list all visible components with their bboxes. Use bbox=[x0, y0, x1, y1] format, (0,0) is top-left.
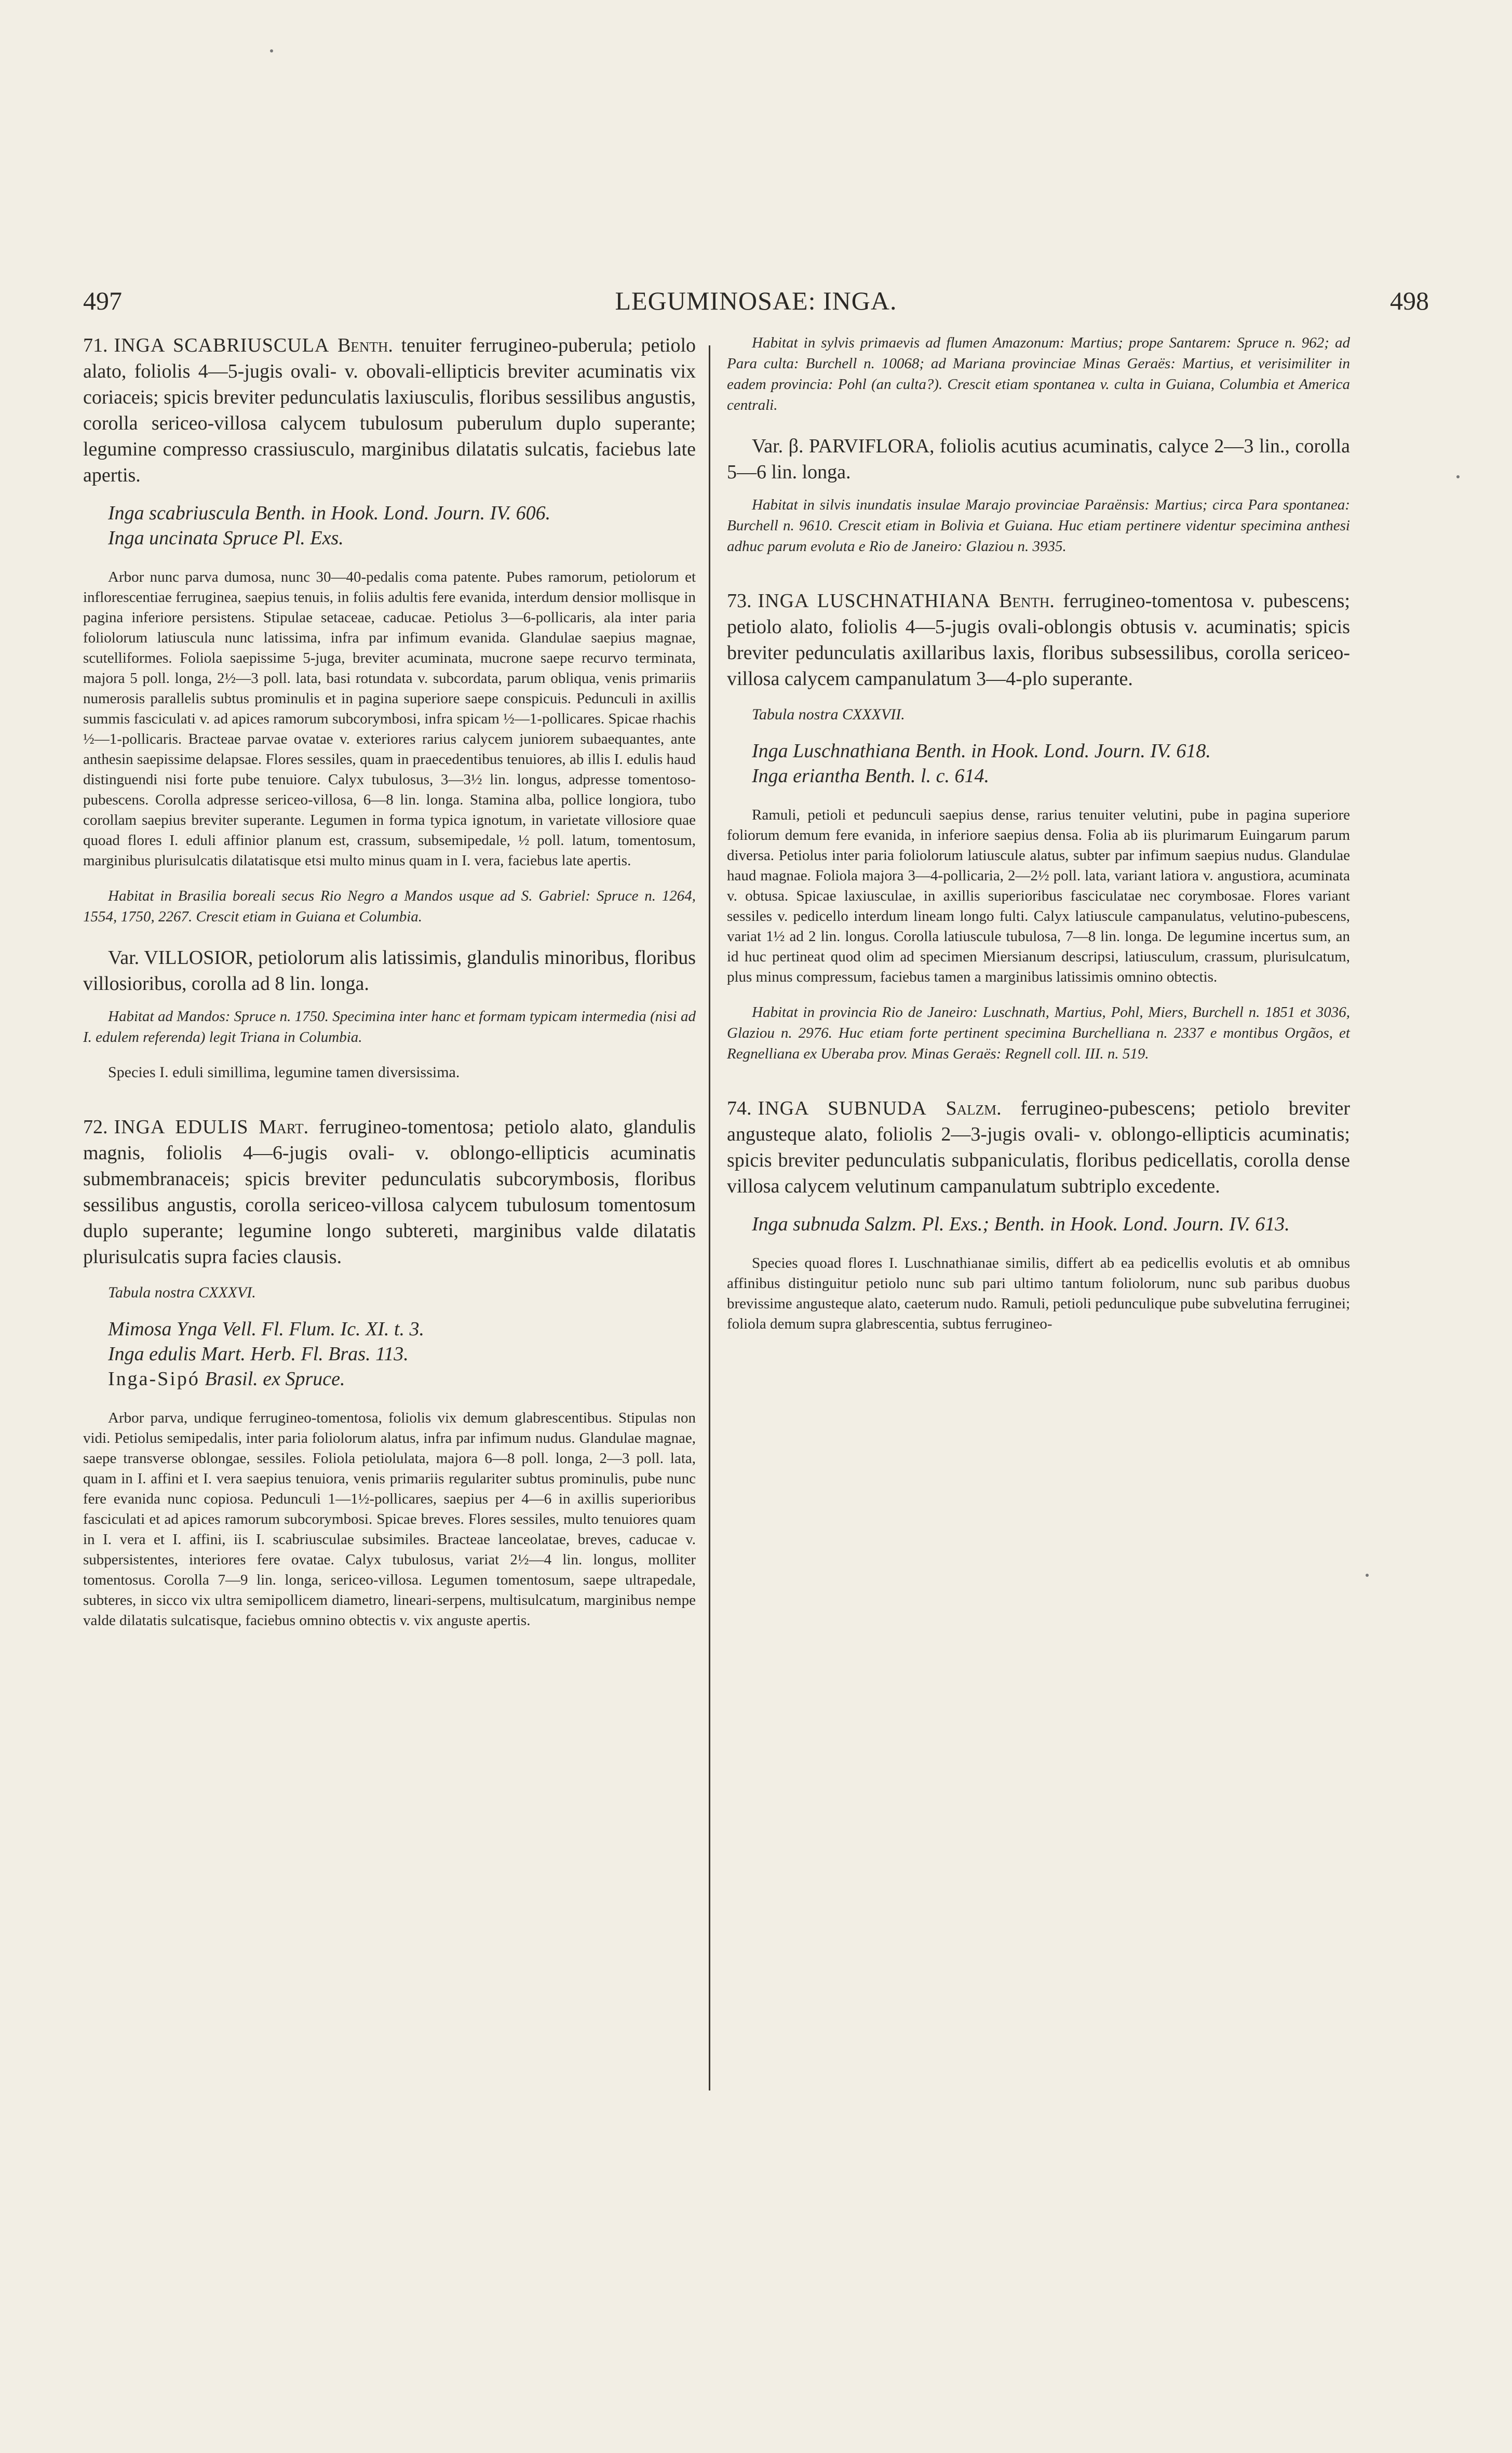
species-72-variety-habitat: Habitat in silvis inundatis insulae Marajo provinciae Paraënsis: Martius; circa Para spontanea: Burchell n. 9610. Crescit etiam in Bolivia et Guiana. Huc etiam pertinere videntur specimina anthesi adhuc parum evoluta e Rio de Janeiro: Glaziou n. 3935. bbox=[727, 497, 1350, 555]
species-number: 73. bbox=[727, 590, 752, 612]
vernacular-name bbox=[108, 1366, 696, 1391]
species-author: Benth. bbox=[999, 590, 1055, 612]
species-71-synonyms bbox=[108, 501, 696, 551]
diagnosis-text: ferrugineo-pubescens; petiolo breviter angusteque alato, foliolis 2—3-jugis ovali- v. oblongo-ellipticis acuminatis; spicis breviter pedunculatis subpaniculatis, floribus pedicellatis, corolla dense villosa calycem velutinum campanulatum subtriplo excedente. bbox=[727, 1097, 1351, 1197]
synonym: Inga edulis Mart. Herb. Fl. Bras. 113. bbox=[108, 1343, 409, 1365]
species-71-description: Arbor nunc parva dumosa, nunc 30—40-pedalis coma patente. Pubes ramorum, petiolorum et inflorescentiae ferruginea, saepius tenuis, in foliis adultis fere evanida, interdum densior mollisque in pagina inferiore persistens. Stipulae setaceae, caducae. Petiolus 3—6-pollicaris, ala inter paria foliolorum latiuscula nunc latissima, infra par infimum evanida. Glandulae saepius magnae, scutelliformes. Foliola saepissime 5-juga, breviter acuminata, mucrone saepe recurvo terminata, majora 5 poll. longa, 2½—3 poll. lata, basi rotundata v. subcordata, parum obliqua, venis primariis numerosis parallelis subtus prominulis et in pagina superiore saepe conspicuis. Pedunculi in axillis summis fasciculati v. ad apices ramorum subcorymbosi, infra spicam ½—1-pollicares. Spicae rhachis ½—1-pollicaris. Bracteae parvae ovatae v. exteriores rarius calycem juniorem subaequantes, ante anthesin saepissime delapsae. Flores sessiles, quam in praecedentibus tenuiores, ab illis I. edulis haud distinguendi nisi forte pube tenuiore. Calyx tubulosus, 3—3½ lin. longus, adpresse tomentoso-pubescens. Corolla adpresse sericeo-villosa, 6—8 lin. longa. Stamina alba, pollice longiora, tubo corollam saepius breviter superante. Legumen in forma typica ignotum, in varietate villosiore quae quoad flores I. eduli affinior planum est, crassum, subsemipedale, ½ poll. latum, tomentosum, marginibus plurisulcatis dilatatisque etsi multo minus quam in I. vera, faciebus late apertis. bbox=[83, 569, 696, 869]
page-number-right: 498 bbox=[1390, 286, 1429, 315]
species-71-variety-habitat: Habitat ad Mandos: Spruce n. 1750. Specimina inter hanc et formam typicam intermedia (nisi ad I. edulem referenda) legit Triana in Columbia. bbox=[83, 1008, 696, 1045]
species-author: Salzm. bbox=[946, 1097, 1002, 1119]
diagnosis-text: ferrugineo-tomentosa; petiolo alato, glandulis magnis, foliolis 4—6-jugis ovali- v. oblongo-ellipticis acuminatis submembranaceis; spicis breviter pedunculatis subcorymbosis, floribus sessilibus angustis, corolla sericeo-villosa calycem tubulosum tomentosum duplo superante; legumine longo subtereti, marginibus valde dilatatis plurisulcatis supra facies clausis. bbox=[83, 1116, 696, 1268]
paper-speck bbox=[1456, 475, 1460, 478]
species-74-diagnosis bbox=[727, 1095, 1350, 1199]
species-73-plate: Tabula nostra CXXXVII. bbox=[752, 706, 905, 723]
diagnosis-text: ferrugineo-tomentosa v. pubescens; petiolo alato, foliolis 4—5-jugis ovali-oblongis obtusis v. acuminatis; spicis breviter pedunculatis axillaribus laxis, floribus subsessilibus, corolla sericeo-villosa calycem campanulatum 3—4-plo superante. bbox=[727, 590, 1350, 690]
right-column bbox=[727, 332, 1350, 1349]
species-number: 74. bbox=[727, 1097, 752, 1119]
species-71-variety: Var. VILLOSIOR, petiolorum alis latissimis, glandulis minoribus, floribus villosioribus, corolla ad 8 lin. longa. bbox=[83, 947, 696, 995]
running-header bbox=[83, 280, 1429, 327]
vernacular-source: Brasil. ex Spruce. bbox=[205, 1368, 345, 1390]
species-72-synonyms bbox=[108, 1317, 696, 1391]
left-column bbox=[83, 332, 696, 1645]
species-74-description: Species quoad flores I. Luschnathianae similis, differt ab ea pedicellis evolutis et ab omnibus affinibus distinguitur petiolo nunc sub pari ultimo tantum foliolorum, nunc sub paribus duobus brevissime angusteque alato, caeterum nudo. Ramuli, petioli pedunculique pube subvelutina ferruginei; foliola demum supra glabrescentia, subtus ferrugineo- bbox=[727, 1255, 1350, 1332]
vernacular-term: Inga-Sipó bbox=[108, 1368, 200, 1390]
species-73-synonyms bbox=[752, 739, 1350, 788]
species-number: 72. bbox=[83, 1116, 108, 1138]
species-73-habitat: Habitat in provincia Rio de Janeiro: Luschnath, Martius, Pohl, Miers, Burchell n. 1851 et 3036, Glaziou n. 2976. Huc etiam forte pertinent specimina Burchelliana n. 2337 e montibus Orgãos, et Regnelliana ex Uberaba prov. Minas Geraës: Regnell coll. III. n. 519. bbox=[727, 1004, 1350, 1062]
species-name: INGA LUSCHNATHIANA bbox=[758, 590, 991, 612]
synonym: Inga eriantha Benth. l. c. 614. bbox=[752, 765, 989, 787]
synonym: Inga subnuda Salzm. Pl. Exs.; Benth. in Hook. Lond. Journ. IV. 613. bbox=[752, 1213, 1290, 1235]
page-number-left: 497 bbox=[83, 286, 122, 315]
synonym: Inga uncinata Spruce Pl. Exs. bbox=[108, 527, 344, 549]
diagnosis-text: tenuiter ferrugineo-puberula; petiolo alato, foliolis 4—5-jugis ovali- v. obovali-ellipticis breviter acuminatis vix coriaceis; spicis breviter pedunculatis laxiusculis, floribus sessilibus angustis, corolla sericeo-villosa calycem tubulosum puberulum duplo superante; legumine compresso crassiusculo, marginibus dilatatis sulcatis, faciebus late apertis. bbox=[83, 334, 696, 486]
synonym: Inga scabriuscula Benth. in Hook. Lond. Journ. IV. 606. bbox=[108, 502, 551, 524]
species-72-variety: Var. β. PARVIFLORA, foliolis acutius acuminatis, calyce 2—3 lin., corolla 5—6 lin. longa. bbox=[727, 435, 1350, 483]
synonym: Inga Luschnathiana Benth. in Hook. Lond. Journ. IV. 618. bbox=[752, 740, 1211, 762]
species-72-plate: Tabula nostra CXXXVI. bbox=[108, 1284, 256, 1301]
running-title: LEGUMINOSAE: INGA. bbox=[615, 286, 897, 315]
paper-speck bbox=[270, 49, 273, 52]
species-71-habitat: Habitat in Brasilia boreali secus Rio Negro a Mandos usque ad S. Gabriel: Spruce n. 1264, 1554, 1750, 2267. Crescit etiam in Guiana et Columbia. bbox=[83, 888, 696, 925]
species-name: INGA SUBNUDA bbox=[758, 1097, 927, 1119]
species-name: INGA SCABRIUSCULA bbox=[114, 334, 330, 356]
species-72-habitat: Habitat in sylvis primaevis ad flumen Amazonum: Martius; prope Santarem: Spruce n. 962; ad Para culta: Burchell n. 10068; ad Mariana provinciae Minas Geraës: Martius, et verisimiliter in eadem provincia: Pohl (an culta?). Crescit etiam spontanea v. culta in Guiana, Columbia et America centrali. bbox=[727, 334, 1350, 413]
species-name: INGA EDULIS bbox=[114, 1116, 249, 1138]
species-73-diagnosis bbox=[727, 588, 1350, 692]
species-74-synonyms bbox=[752, 1212, 1350, 1237]
column-divider bbox=[709, 345, 710, 2090]
species-72-diagnosis bbox=[83, 1114, 696, 1270]
species-72-description: Arbor parva, undique ferrugineo-tomentosa, foliolis vix demum glabrescentibus. Stipulas non vidi. Petiolus semipedalis, inter paria foliolorum alatus, infra par infimum nudus. Glandulae magnae, saepe transverse oblongae, sessiles. Foliola petiolulata, majora 6—8 poll. longa, 2—3 poll. lata, quam in I. affini et I. vera saepius tenuiora, venis primariis regulariter subtus prominulis, pube nunc fere evanida nunc copiosa. Pedunculi 1—1½-pollicares, saepius per 4—6 in axillis superioribus fasciculati et ad apices ramorum subcorymbosi. Spicae breves. Flores sessiles, multo tenuiores quam in I. vera et I. affini, iis I. scabriusculae subsimiles. Bracteae lanceolatae, breves, caducae v. subpersistentes, interiores fere ovatae. Calyx tubulosus, variat 2½—4 lin. longus, molliter tomentosus. Corolla 7—9 lin. longa, sericeo-villosa. Legumen tomentosum, saepe ultrapedale, subteres, in sicco vix ultra semipollicem diametro, lineari-serpens, multisulcatum, marginibus nempe valde dilatatis sulcatisque, faciebus omnino obtectis v. vix anguste apertis. bbox=[83, 1410, 696, 1629]
species-author: Mart. bbox=[259, 1116, 309, 1138]
species-73-description: Ramuli, petioli et pedunculi saepius dense, rarius tenuiter velutini, pube in pagina superiore foliorum demum fere evanida, in inferiore saepius densa. Folia ab iis plurimarum Euingarum parum diversa. Petiolus inter paria foliolorum latiuscule alatus, subter par infimum saepius nudus. Glandulae haud magnae. Foliola majora 3—4-pollicaria, 2—2½ poll. lata, variant latiora v. angustiora, acuminata v. obtusa. Spicae laxiusculae, in axillis superioribus fasciculatae nec corymbosae. Flores variant sessiles v. pedicello interdum lineam longo fulti. Calyx latiuscule campanulatus, velutino-pubescens, variat 1½ ad 2 lin. longus. Corolla latiuscule tubulosa, 7—8 lin. longa. De legumine incertus sum, an id huc pertineat quod olim ad specimen Miersianum descripsi, latiusculum, crassum, plurisulcatum, plus minus compressum, faciebus tamen a marginibus latissimis omnino obtectis. bbox=[727, 807, 1350, 985]
species-71-diagnosis bbox=[83, 332, 696, 488]
species-71-note: Species I. eduli simillima, legumine tamen diversissima. bbox=[108, 1064, 460, 1081]
species-author: Benth. bbox=[338, 334, 393, 356]
synonym: Mimosa Ynga Vell. Fl. Flum. Ic. XI. t. 3. bbox=[108, 1318, 424, 1340]
species-number: 71. bbox=[83, 334, 108, 356]
paper-speck bbox=[1366, 1574, 1369, 1577]
